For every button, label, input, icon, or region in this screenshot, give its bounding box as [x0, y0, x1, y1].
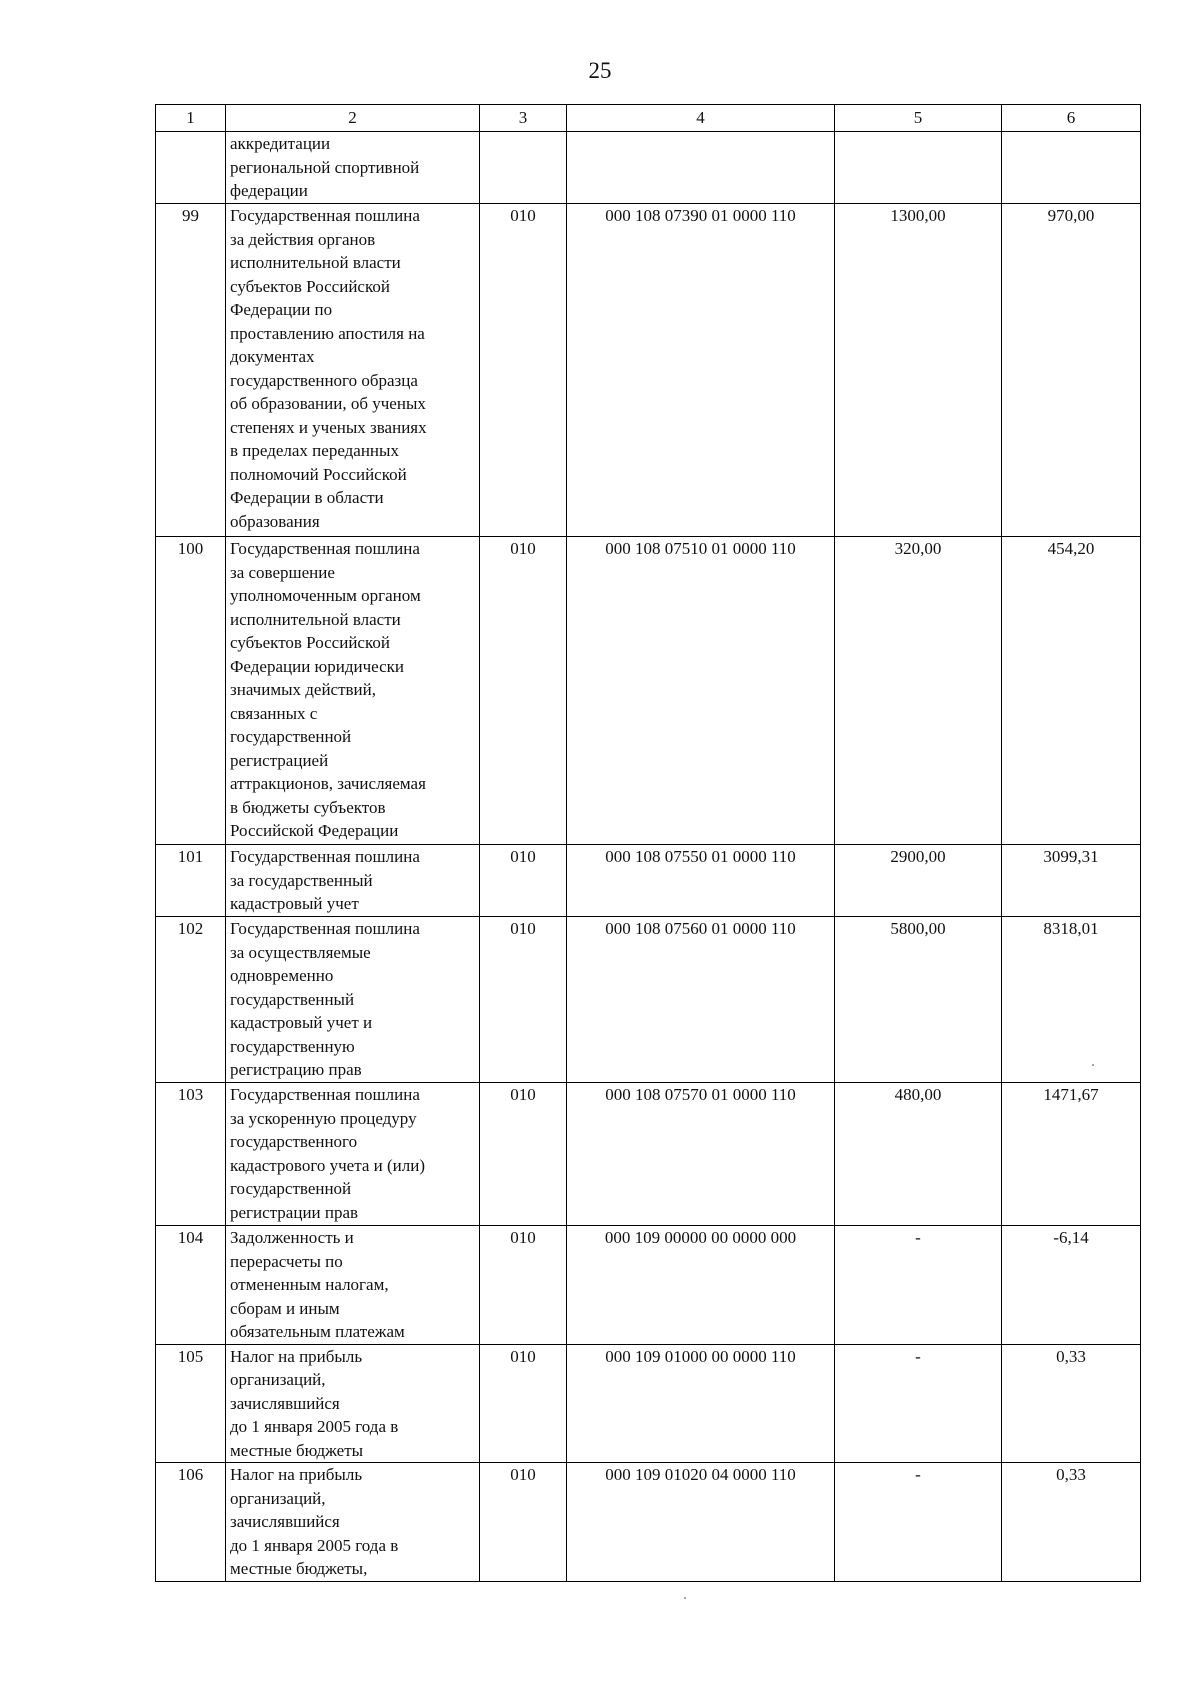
- table-row: [156, 1463, 1141, 1582]
- row-fact: 3099,31: [1002, 845, 1141, 917]
- table-row: [156, 132, 1141, 204]
- row-number: 103: [156, 1083, 226, 1226]
- row-code: 010: [480, 1463, 567, 1582]
- row-name: Государственная пошлина за осуществляемые одновременно государственный кадастровый учет и государственную регистрацию прав: [226, 917, 480, 1083]
- row-name: Государственная пошлина за совершение уполномоченным органом исполнительной власти субъектов Российской Федерации юридически значимых действий, связанных с государственной регистрацией аттракционов, зачисляемая в бюджеты субъектов Российской Федерации: [226, 537, 480, 845]
- row-number: 104: [156, 1226, 226, 1345]
- column-header: 6: [1002, 105, 1141, 132]
- row-plan: 1300,00: [835, 204, 1002, 537]
- row-code: [480, 132, 567, 204]
- row-kbk: 000 108 07570 01 0000 110: [567, 1083, 835, 1226]
- column-header: 2: [226, 105, 480, 132]
- row-fact: -6,14: [1002, 1226, 1141, 1345]
- row-plan: -: [835, 1344, 1002, 1463]
- page-number: 25: [588, 58, 612, 83]
- table-row: [156, 1344, 1141, 1463]
- scan-speck: [1092, 1064, 1094, 1066]
- row-name: Государственная пошлина за действия органов исполнительной власти субъектов Российской Федерации по проставлению апостиля на документах государственного образца об образовании, об ученых степенях и ученых званиях в пределах переданных полномочий Российской Федерации в области образования: [226, 204, 480, 537]
- row-kbk: 000 109 01020 04 0000 110: [567, 1463, 835, 1582]
- row-fact: 454,20: [1002, 537, 1141, 845]
- row-plan: -: [835, 1463, 1002, 1582]
- row-number: 100: [156, 537, 226, 845]
- row-plan: 480,00: [835, 1083, 1002, 1226]
- column-header: 3: [480, 105, 567, 132]
- table-row: [156, 204, 1141, 537]
- row-plan: -: [835, 1226, 1002, 1345]
- row-kbk: 000 108 07510 01 0000 110: [567, 537, 835, 845]
- row-number: 105: [156, 1344, 226, 1463]
- row-code: 010: [480, 537, 567, 845]
- row-number: 106: [156, 1463, 226, 1582]
- row-plan: [835, 132, 1002, 204]
- row-fact: 0,33: [1002, 1463, 1141, 1582]
- table-header-row: [156, 105, 1141, 132]
- table-row: [156, 1226, 1141, 1345]
- row-name: Государственная пошлина за ускоренную процедуру государственного кадастрового учета и (или) государственной регистрации прав: [226, 1083, 480, 1226]
- row-name: Государственная пошлина за государственный кадастровый учет: [226, 845, 480, 917]
- row-code: 010: [480, 1226, 567, 1345]
- row-name: аккредитации региональной спортивной федерации: [226, 132, 480, 204]
- row-code: 010: [480, 1344, 567, 1463]
- row-code: 010: [480, 1083, 567, 1226]
- row-name: Налог на прибыль организаций, зачислявшийся до 1 января 2005 года в местные бюджеты,: [226, 1463, 480, 1582]
- table-row: [156, 917, 1141, 1083]
- row-kbk: 000 108 07390 01 0000 110: [567, 204, 835, 537]
- row-number: 101: [156, 845, 226, 917]
- column-header: 5: [835, 105, 1002, 132]
- row-kbk: [567, 132, 835, 204]
- row-fact: [1002, 132, 1141, 204]
- row-kbk: 000 109 00000 00 0000 000: [567, 1226, 835, 1345]
- row-name: Задолженность и перерасчеты по отмененным налогам, сборам и иным обязательным платежам: [226, 1226, 480, 1345]
- row-number: [156, 132, 226, 204]
- row-code: 010: [480, 845, 567, 917]
- column-header: 1: [156, 105, 226, 132]
- scan-speck: [684, 1597, 686, 1599]
- column-header: 4: [567, 105, 835, 132]
- row-name: Налог на прибыль организаций, зачислявшийся до 1 января 2005 года в местные бюджеты: [226, 1344, 480, 1463]
- row-fact: 0,33: [1002, 1344, 1141, 1463]
- row-fact: 8318,01: [1002, 917, 1141, 1083]
- row-plan: 2900,00: [835, 845, 1002, 917]
- row-code: 010: [480, 204, 567, 537]
- table-row: [156, 537, 1141, 845]
- table-row: [156, 1083, 1141, 1226]
- row-fact: 1471,67: [1002, 1083, 1141, 1226]
- revenue-table: [155, 104, 1141, 1582]
- row-number: 99: [156, 204, 226, 537]
- row-kbk: 000 108 07550 01 0000 110: [567, 845, 835, 917]
- table-row: [156, 845, 1141, 917]
- row-kbk: 000 109 01000 00 0000 110: [567, 1344, 835, 1463]
- row-plan: 320,00: [835, 537, 1002, 845]
- row-number: 102: [156, 917, 226, 1083]
- row-code: 010: [480, 917, 567, 1083]
- row-fact: 970,00: [1002, 204, 1141, 537]
- row-plan: 5800,00: [835, 917, 1002, 1083]
- row-kbk: 000 108 07560 01 0000 110: [567, 917, 835, 1083]
